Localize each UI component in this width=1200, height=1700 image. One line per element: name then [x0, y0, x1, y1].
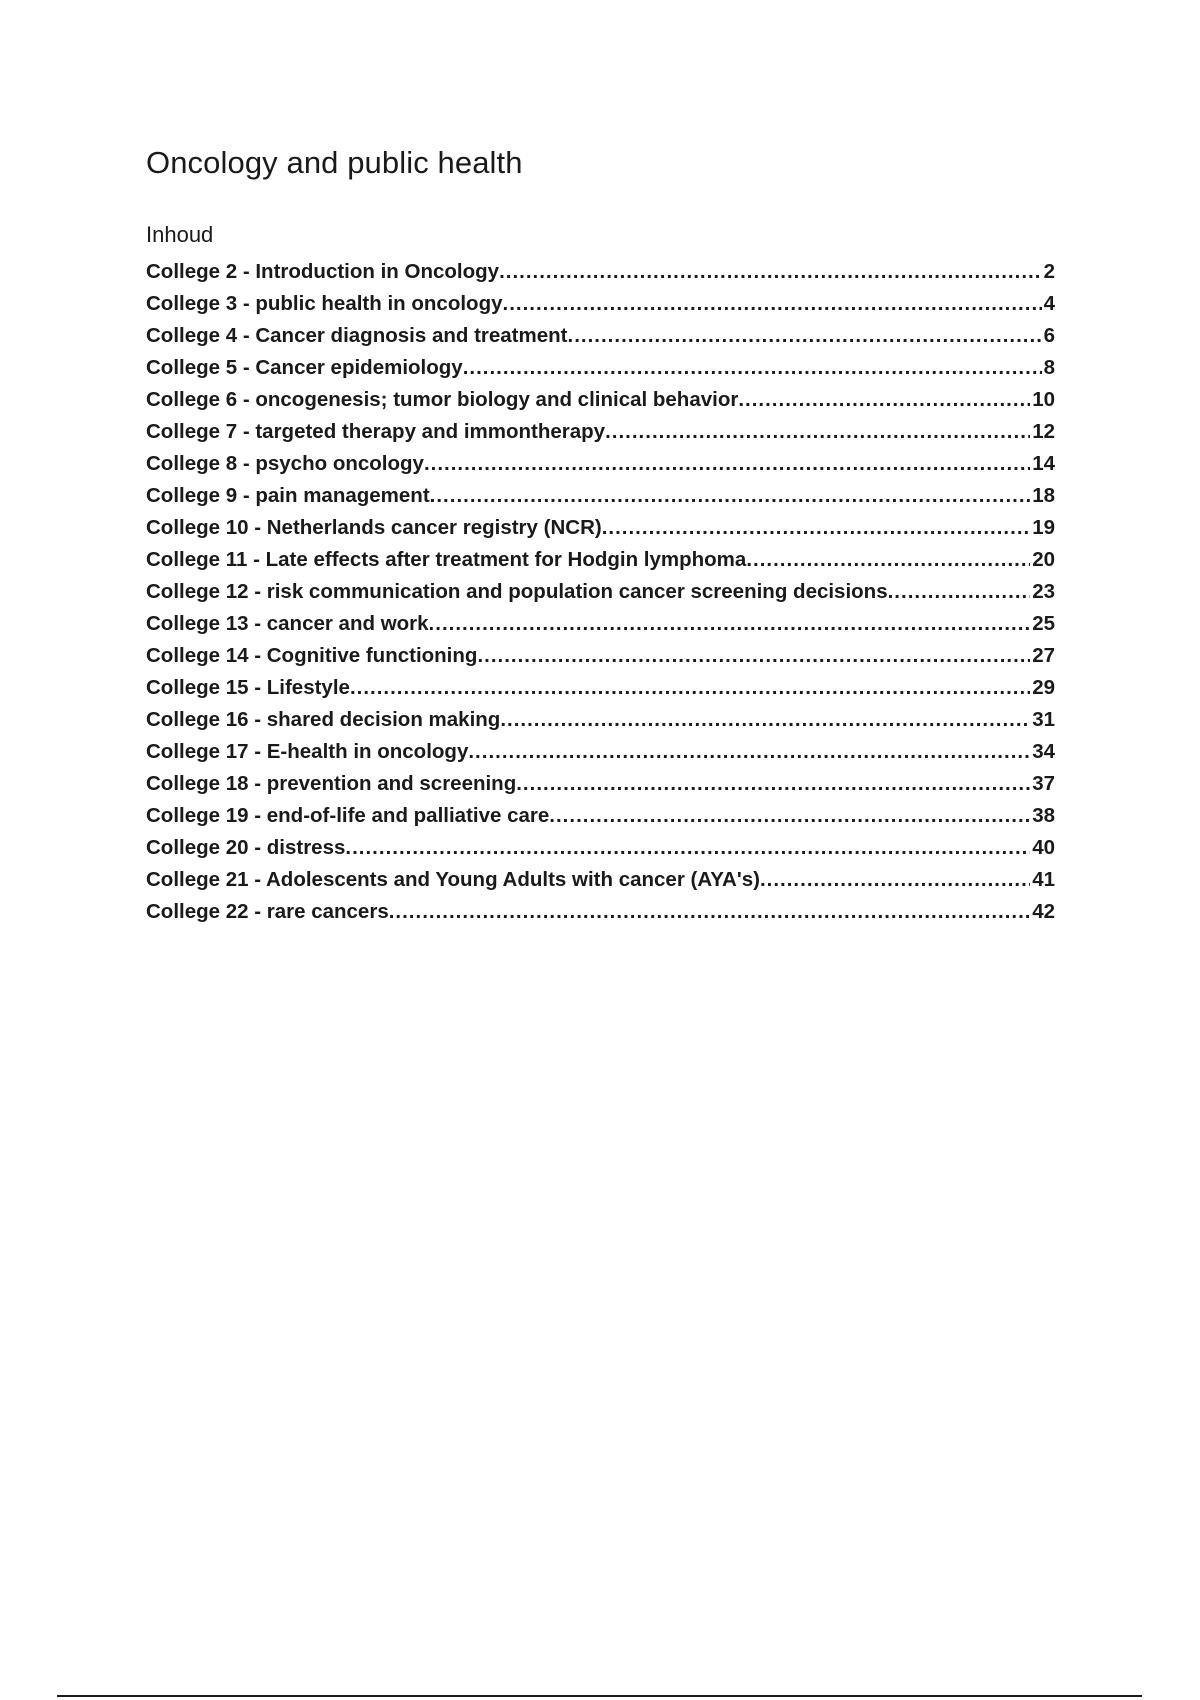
- toc-entry-page-number: 40: [1032, 836, 1055, 859]
- toc-dot-leader: [568, 320, 1042, 352]
- toc-entry-page-number: 14: [1032, 452, 1055, 475]
- toc-entry-page-number: 20: [1032, 548, 1055, 571]
- toc-entry-page-number: 12: [1032, 420, 1055, 443]
- toc-entry-title: College 6 - oncogenesis; tumor biology and clinical behavior: [146, 388, 739, 411]
- toc-entry-title: College 7 - targeted therapy and immontherapy: [146, 420, 606, 443]
- toc-entry-page-number: 29: [1032, 676, 1055, 699]
- toc-entry[interactable]: [146, 480, 1055, 512]
- toc-dot-leader: [516, 768, 1030, 800]
- document-title: Oncology and public health: [146, 145, 523, 180]
- toc-dot-leader: [468, 736, 1030, 768]
- toc-dot-leader: [738, 384, 1030, 416]
- toc-entry[interactable]: [146, 800, 1055, 832]
- toc-dot-leader: [888, 576, 1031, 608]
- toc-entry[interactable]: [146, 416, 1055, 448]
- toc-dot-leader: [430, 480, 1031, 512]
- toc-dot-leader: [605, 416, 1030, 448]
- toc-entry-page-number: 31: [1032, 708, 1055, 731]
- toc-entry-title: College 2 - Introduction in Oncology: [146, 260, 500, 283]
- toc-dot-leader: [345, 832, 1030, 864]
- toc-entry-page-number: 2: [1043, 260, 1055, 283]
- toc-entry-page-number: 4: [1043, 292, 1055, 315]
- toc-dot-leader: [463, 352, 1042, 384]
- toc-entry[interactable]: [146, 768, 1055, 800]
- toc-entry[interactable]: [146, 736, 1055, 768]
- toc-dot-leader: [499, 256, 1042, 288]
- toc-entry[interactable]: [146, 544, 1055, 576]
- toc-entry[interactable]: [146, 576, 1055, 608]
- toc-dot-leader: [477, 640, 1030, 672]
- toc-entry[interactable]: [146, 512, 1055, 544]
- toc-entry-title: College 10 - Netherlands cancer registry (NCR): [146, 516, 602, 539]
- toc-entry-title: College 9 - pain management: [146, 484, 430, 507]
- toc-entry-title: College 21 - Adolescents and Young Adults with cancer (AYA's): [146, 868, 760, 891]
- toc-dot-leader: [503, 288, 1042, 320]
- toc-entry-title: College 8 - psycho oncology: [146, 452, 424, 475]
- toc-entry-title: College 22 - rare cancers: [146, 900, 389, 923]
- toc-entry-page-number: 37: [1032, 772, 1055, 795]
- toc-entry[interactable]: [146, 640, 1055, 672]
- toc-entry-title: College 17 - E-health in oncology: [146, 740, 469, 763]
- toc-entry-title: College 5 - Cancer epidemiology: [146, 356, 463, 379]
- toc-entry[interactable]: [146, 288, 1055, 320]
- toc-entry-title: College 20 - distress: [146, 836, 346, 859]
- toc-dot-leader: [746, 544, 1030, 576]
- toc-entry-title: College 19 - end-of-life and palliative care: [146, 804, 550, 827]
- toc-entry-title: College 16 - shared decision making: [146, 708, 501, 731]
- toc-entry-title: College 14 - Cognitive functioning: [146, 644, 478, 667]
- toc-entry-title: College 12 - risk communication and population cancer screening decisions: [146, 580, 888, 603]
- toc-entry[interactable]: [146, 448, 1055, 480]
- toc-heading: Inhoud: [146, 222, 214, 247]
- toc-entry-page-number: 25: [1032, 612, 1055, 635]
- toc-entry-page-number: 38: [1032, 804, 1055, 827]
- toc-entry-page-number: 10: [1032, 388, 1055, 411]
- toc-entry-title: College 3 - public health in oncology: [146, 292, 503, 315]
- toc-entry[interactable]: [146, 832, 1055, 864]
- toc-entry[interactable]: [146, 608, 1055, 640]
- toc-entry-page-number: 6: [1043, 324, 1055, 347]
- toc-entry-page-number: 18: [1032, 484, 1055, 507]
- footer-divider: [57, 1695, 1142, 1697]
- toc-entry-page-number: 34: [1032, 740, 1055, 763]
- toc-entry-page-number: 19: [1032, 516, 1055, 539]
- toc-entry-title: College 4 - Cancer diagnosis and treatment: [146, 324, 568, 347]
- toc-dot-leader: [760, 864, 1030, 896]
- toc-dot-leader: [350, 672, 1030, 704]
- toc-entry[interactable]: [146, 320, 1055, 352]
- toc-entry[interactable]: [146, 704, 1055, 736]
- table-of-contents: [146, 256, 1055, 928]
- toc-dot-leader: [429, 608, 1031, 640]
- toc-entry[interactable]: [146, 384, 1055, 416]
- toc-dot-leader: [389, 896, 1030, 928]
- toc-entry[interactable]: [146, 896, 1055, 928]
- toc-entry-page-number: 8: [1043, 356, 1055, 379]
- toc-entry-title: College 15 - Lifestyle: [146, 676, 350, 699]
- toc-entry-page-number: 23: [1032, 580, 1055, 603]
- toc-entry[interactable]: [146, 352, 1055, 384]
- toc-entry-page-number: 27: [1032, 644, 1055, 667]
- toc-dot-leader: [549, 800, 1030, 832]
- toc-dot-leader: [424, 448, 1030, 480]
- toc-entry-title: College 11 - Late effects after treatment for Hodgin lymphoma: [146, 548, 747, 571]
- toc-entry[interactable]: [146, 672, 1055, 704]
- toc-entry[interactable]: [146, 256, 1055, 288]
- toc-dot-leader: [602, 512, 1030, 544]
- toc-entry[interactable]: [146, 864, 1055, 896]
- toc-entry-title: College 13 - cancer and work: [146, 612, 429, 635]
- toc-entry-page-number: 41: [1032, 868, 1055, 891]
- toc-entry-page-number: 42: [1032, 900, 1055, 923]
- toc-dot-leader: [500, 704, 1030, 736]
- toc-entry-title: College 18 - prevention and screening: [146, 772, 517, 795]
